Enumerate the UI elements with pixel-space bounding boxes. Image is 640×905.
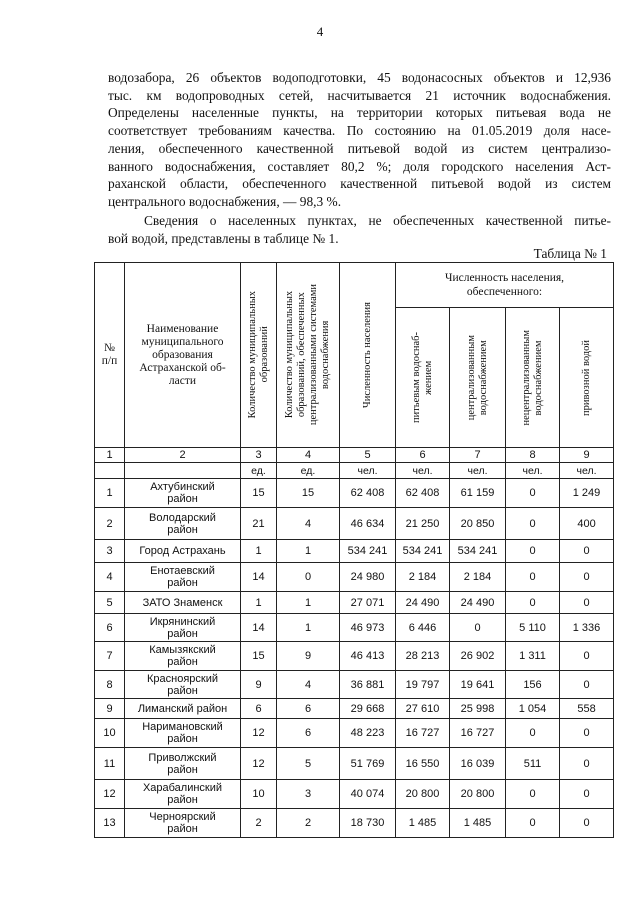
value-cell: 19 641 — [450, 671, 506, 699]
value-cell: 0 — [506, 508, 560, 540]
value-cell: 12 — [241, 748, 277, 780]
value-cell: 4 — [277, 508, 340, 540]
value-cell: 0 — [560, 780, 614, 809]
column-number: 2 — [125, 448, 241, 463]
value-cell: 62 408 — [340, 479, 396, 508]
text-line: раханской области, обеспеченного качественной питьевой водой из систем — [108, 176, 611, 192]
table-reference-paragraph — [108, 212, 611, 247]
district-name: Володарский район — [125, 508, 241, 540]
value-cell: 0 — [506, 719, 560, 748]
column-unit: чел. — [340, 463, 396, 479]
table-row — [95, 780, 614, 809]
value-cell: 1 — [241, 540, 277, 563]
value-cell: 28 213 — [396, 642, 450, 671]
table-row — [95, 448, 614, 463]
value-cell: 558 — [560, 699, 614, 719]
table-row — [95, 719, 614, 748]
value-cell: 4 — [277, 671, 340, 699]
value-cell: 1 — [277, 614, 340, 642]
column-number: 7 — [450, 448, 506, 463]
row-number: 1 — [95, 479, 125, 508]
value-cell: 0 — [506, 563, 560, 592]
column-number: 6 — [396, 448, 450, 463]
value-cell: 24 980 — [340, 563, 396, 592]
district-name: ЗАТО Знаменск — [125, 592, 241, 614]
header-municipal-centralized: Количество муниципальных образований, обеспеченных централизованными системами водоснабжения — [277, 263, 340, 448]
value-cell: 0 — [506, 540, 560, 563]
value-cell: 1 311 — [506, 642, 560, 671]
value-cell: 534 241 — [340, 540, 396, 563]
row-number: 7 — [95, 642, 125, 671]
header-provided-group: Численность населения, обеспеченного: — [396, 263, 614, 308]
value-cell: 6 446 — [396, 614, 450, 642]
value-cell: 2 — [241, 809, 277, 838]
value-cell: 534 241 — [450, 540, 506, 563]
value-cell: 10 — [241, 780, 277, 809]
value-cell: 9 — [277, 642, 340, 671]
value-cell: 0 — [506, 479, 560, 508]
header-drinking: питьевым водоснаб- жением — [396, 308, 450, 448]
text-line: Сведения о населенных пунктах, не обеспеченных качественной питье- — [144, 213, 611, 228]
table-row — [95, 809, 614, 838]
column-unit — [95, 463, 125, 479]
header-population: Численность населения — [340, 263, 396, 448]
value-cell: 62 408 — [396, 479, 450, 508]
row-number: 13 — [95, 809, 125, 838]
row-number: 3 — [95, 540, 125, 563]
value-cell: 1 — [277, 592, 340, 614]
row-number: 10 — [95, 719, 125, 748]
value-cell: 511 — [506, 748, 560, 780]
value-cell: 6 — [241, 699, 277, 719]
district-name: Черноярский район — [125, 809, 241, 838]
value-cell: 0 — [560, 563, 614, 592]
header-delivered: привозной водой — [560, 308, 614, 448]
value-cell: 24 490 — [396, 592, 450, 614]
row-number: 9 — [95, 699, 125, 719]
district-name: Камызякский район — [125, 642, 241, 671]
header-municipal-count: Количество муниципальных образований — [241, 263, 277, 448]
column-unit: чел. — [506, 463, 560, 479]
intro-paragraph — [108, 69, 611, 211]
text-line: соответствует требованиям качества. По состоянию на 01.05.2019 доля насе- — [108, 123, 611, 139]
row-number: 12 — [95, 780, 125, 809]
water-supply-table — [94, 262, 614, 838]
value-cell: 1 485 — [396, 809, 450, 838]
value-cell: 0 — [506, 592, 560, 614]
district-name: Икрянинский район — [125, 614, 241, 642]
column-number: 8 — [506, 448, 560, 463]
value-cell: 20 850 — [450, 508, 506, 540]
table-row — [95, 563, 614, 592]
value-cell: 46 413 — [340, 642, 396, 671]
column-unit: чел. — [450, 463, 506, 479]
value-cell: 36 881 — [340, 671, 396, 699]
value-cell: 156 — [506, 671, 560, 699]
district-name: Приволжский район — [125, 748, 241, 780]
district-name: Город Астрахань — [125, 540, 241, 563]
header-name: Наименование муниципального образования Астраханской об- ласти — [125, 263, 241, 448]
column-number: 5 — [340, 448, 396, 463]
district-name: Красноярский район — [125, 671, 241, 699]
value-cell: 16 727 — [450, 719, 506, 748]
value-cell: 27 071 — [340, 592, 396, 614]
table-row — [95, 614, 614, 642]
table-row — [95, 540, 614, 563]
table-caption: Таблица № 1 — [533, 246, 607, 261]
value-cell: 0 — [560, 719, 614, 748]
value-cell: 15 — [241, 642, 277, 671]
text-line: вой водой, представлены в таблице № 1. — [108, 230, 339, 246]
value-cell: 1 — [277, 540, 340, 563]
value-cell: 20 800 — [450, 780, 506, 809]
value-cell: 61 159 — [450, 479, 506, 508]
row-number: 11 — [95, 748, 125, 780]
value-cell: 1 054 — [506, 699, 560, 719]
text-line: водозабора, 26 объектов водоподготовки, 45 водонасосных объектов и 12,936 — [108, 70, 611, 85]
value-cell: 19 797 — [396, 671, 450, 699]
value-cell: 46 973 — [340, 614, 396, 642]
table-row — [95, 479, 614, 508]
column-unit: чел. — [560, 463, 614, 479]
value-cell: 29 668 — [340, 699, 396, 719]
row-number: 8 — [95, 671, 125, 699]
value-cell: 24 490 — [450, 592, 506, 614]
value-cell: 3 — [277, 780, 340, 809]
table-row — [95, 671, 614, 699]
table-row — [95, 508, 614, 540]
table-row — [95, 592, 614, 614]
value-cell: 0 — [560, 540, 614, 563]
district-name: Наримановский район — [125, 719, 241, 748]
value-cell: 0 — [560, 642, 614, 671]
table-row — [95, 642, 614, 671]
value-cell: 5 — [277, 748, 340, 780]
column-number: 1 — [95, 448, 125, 463]
value-cell: 14 — [241, 614, 277, 642]
value-cell: 26 902 — [450, 642, 506, 671]
value-cell: 9 — [241, 671, 277, 699]
page-number: 4 — [316, 24, 324, 39]
value-cell: 18 730 — [340, 809, 396, 838]
value-cell: 1 — [241, 592, 277, 614]
value-cell: 40 074 — [340, 780, 396, 809]
value-cell: 48 223 — [340, 719, 396, 748]
column-number: 3 — [241, 448, 277, 463]
value-cell: 51 769 — [340, 748, 396, 780]
value-cell: 0 — [450, 614, 506, 642]
value-cell: 46 634 — [340, 508, 396, 540]
row-number: 4 — [95, 563, 125, 592]
header-centralized: централизованным водоснабжением — [450, 308, 506, 448]
table-row — [95, 748, 614, 780]
value-cell: 2 — [277, 809, 340, 838]
value-cell: 15 — [241, 479, 277, 508]
value-cell: 400 — [560, 508, 614, 540]
value-cell: 6 — [277, 699, 340, 719]
value-cell: 6 — [277, 719, 340, 748]
value-cell: 0 — [506, 780, 560, 809]
value-cell: 0 — [277, 563, 340, 592]
value-cell: 2 184 — [396, 563, 450, 592]
value-cell: 21 250 — [396, 508, 450, 540]
column-unit: чел. — [396, 463, 450, 479]
district-name: Лиманский район — [125, 699, 241, 719]
district-name: Ахтубинский район — [125, 479, 241, 508]
district-name: Енотаевский район — [125, 563, 241, 592]
value-cell: 0 — [560, 809, 614, 838]
value-cell: 534 241 — [396, 540, 450, 563]
value-cell: 27 610 — [396, 699, 450, 719]
value-cell: 0 — [506, 809, 560, 838]
table-row — [95, 699, 614, 719]
text-line: ления, обеспеченного качественной питьевой водой из систем централизо- — [108, 140, 611, 156]
value-cell: 14 — [241, 563, 277, 592]
column-number: 9 — [560, 448, 614, 463]
value-cell: 0 — [560, 671, 614, 699]
value-cell: 20 800 — [396, 780, 450, 809]
value-cell: 16 727 — [396, 719, 450, 748]
column-number: 4 — [277, 448, 340, 463]
value-cell: 15 — [277, 479, 340, 508]
column-unit: ед. — [241, 463, 277, 479]
value-cell: 2 184 — [450, 563, 506, 592]
row-number: 5 — [95, 592, 125, 614]
value-cell: 0 — [560, 748, 614, 780]
header-num: № п/п — [95, 263, 125, 448]
column-unit — [125, 463, 241, 479]
district-name: Харабалинский район — [125, 780, 241, 809]
row-number: 6 — [95, 614, 125, 642]
value-cell: 0 — [560, 592, 614, 614]
value-cell: 16 550 — [396, 748, 450, 780]
value-cell: 12 — [241, 719, 277, 748]
text-line: Определены населенные пункты, на территории которых питьевая вода не — [108, 105, 611, 121]
value-cell: 5 110 — [506, 614, 560, 642]
text-line: центрального водоснабжения, — 98,3 %. — [108, 193, 342, 209]
value-cell: 21 — [241, 508, 277, 540]
table-row — [95, 463, 614, 479]
value-cell: 16 039 — [450, 748, 506, 780]
value-cell: 25 998 — [450, 699, 506, 719]
column-unit: ед. — [277, 463, 340, 479]
value-cell: 1 336 — [560, 614, 614, 642]
text-line: ванного водоснабжения, составляет 80,2 %; доля городского населения Аст- — [108, 158, 611, 174]
row-number: 2 — [95, 508, 125, 540]
value-cell: 1 485 — [450, 809, 506, 838]
header-decentralized: нецентрализованным водоснабжением — [506, 308, 560, 448]
text-line: тыс. км водопроводных сетей, насчитывается 21 источник водоснабжения. — [108, 87, 611, 103]
value-cell: 1 249 — [560, 479, 614, 508]
